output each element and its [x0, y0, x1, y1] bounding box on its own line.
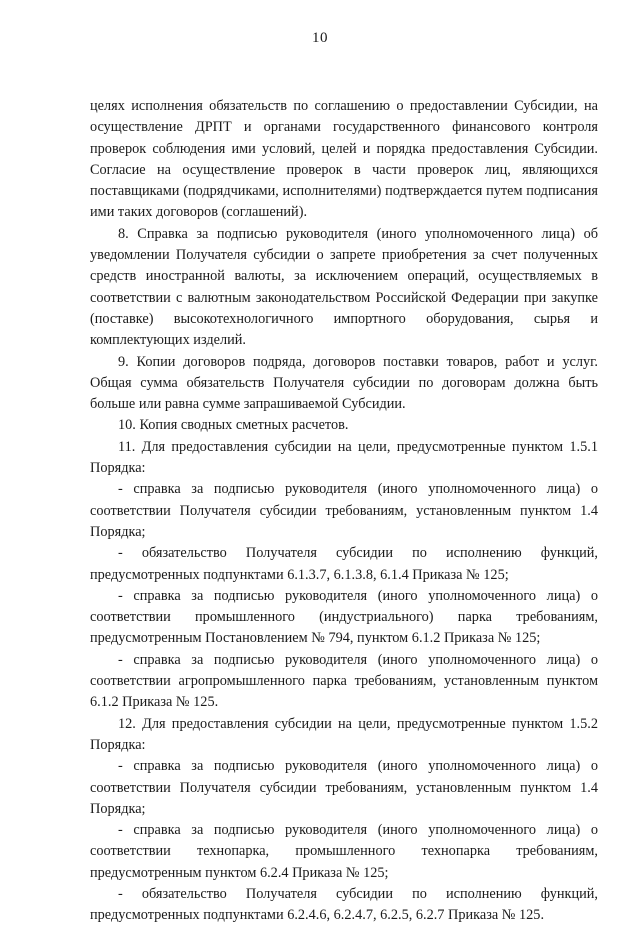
- paragraph-item-10: 10. Копия сводных сметных расчетов.: [118, 417, 349, 434]
- page-number: 10: [312, 30, 328, 46]
- paragraph-item-9: 9. Копии договоров подряда, договоров поставки товаров, работ и услуг. Общая сумма обязательств Получателя субсидии по договорам должна быть больше или равна сумме запрашиваемой Субсидии.: [90, 353, 598, 413]
- list-item-12-2: - справка за подписью руководителя (иного уполномоченного лица) о соответствии технопарка, промышленного технопарка требованиям, предусмотренным пунктом 6.2.4 Приказа № 125;: [90, 822, 598, 881]
- list-item-11-3: - справка за подписью руководителя (иного уполномоченного лица) о соответствии промышленного (индустриального) парка требованиям, предусмотренным Постановлением № 794, пунктом 6.1.2 Приказа № 125;: [90, 587, 598, 647]
- paragraph-item-12: 12. Для предоставления субсидии на цели, предусмотренные пунктом 1.5.2 Порядка:: [90, 715, 598, 753]
- list-item-11-1: - справка за подписью руководителя (иного уполномоченного лица) о соответствии Получателя субсидии требованиям, установленным пунктом 1.4 Порядка;: [90, 481, 598, 540]
- list-item-11-2: - обязательство Получателя субсидии по исполнению функций, предусмотренных подпунктами 6.1.3.7, 6.1.3.8, 6.1.4 Приказа № 125;: [90, 545, 598, 583]
- document-body: [90, 96, 598, 927]
- list-item-12-3: - обязательство Получателя субсидии по исполнению функций, предусмотренных подпунктами 6.2.4.6, 6.2.4.7, 6.2.5, 6.2.7 Приказа № 125.: [90, 885, 598, 924]
- list-item-12-1: - справка за подписью руководителя (иного уполномоченного лица) о соответствии Получателя субсидии требованиям, установленным пунктом 1.4 Порядка;: [90, 758, 598, 817]
- paragraph-item-11: 11. Для предоставления субсидии на цели, предусмотренные пунктом 1.5.1 Порядка:: [90, 438, 598, 477]
- paragraph-item-8: 8. Справка за подписью руководителя (иного уполномоченного лица) об уведомлении Получателя субсидии о запрете приобретения за счет полученных средств иностранной валюты, за исключением операций, осуществляемых в соответствии с валютным законодательством Российской Федерации при закупке (поставке) высокотехнологичного импортного оборудования, сырья и комплектующих изделий.: [90, 225, 598, 349]
- list-item-11-4: - справка за подписью руководителя (иного уполномоченного лица) о соответствии агропромышленного парка требованиям, установленным пунктом 6.1.2 Приказа № 125.: [90, 651, 598, 711]
- paragraph-continuation: целях исполнения обязательств по соглашению о предоставлении Субсидии, на осуществление ДРПТ и органами государственного финансового контроля проверок соблюдения ими условий, целей и порядка предоставления Субсидии. Согласие на осуществление проверок в части проверок лиц, являющихся поставщиками (подрядчиками, исполнителями) подтверждается путем подписания ими таких договоров (соглашений).: [90, 98, 598, 221]
